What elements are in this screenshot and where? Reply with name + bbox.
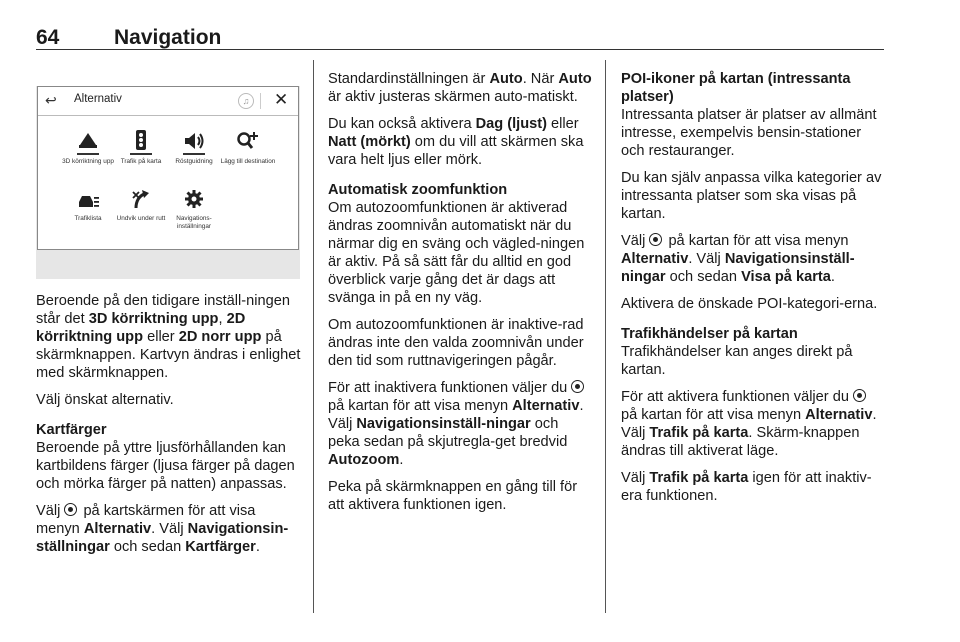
paragraph: Du kan själv anpassa vilka kategorier av intressanta platser som ska visas på kartan. — [621, 170, 882, 222]
tile-add-destination[interactable] — [218, 125, 278, 166]
tile-label: Trafiklista — [74, 215, 102, 222]
settings-icon — [649, 233, 662, 246]
column-1 — [36, 292, 302, 565]
paragraph: Trafikhändelser kan anges direkt på kartan. — [621, 344, 853, 378]
paragraph: För att aktivera funktionen väljer du på kartan för att visa menyn Alternativ. Välj Trafik på karta. Skärm-knappen ändras till aktiverat läge. — [621, 389, 877, 459]
paragraph: Standardinställningen är Auto. När Auto är aktiv justeras skärmen auto-matiskt. — [328, 71, 592, 105]
title-bar-divider — [260, 93, 261, 109]
options-title-bar — [38, 87, 298, 116]
tile-underline — [77, 153, 99, 155]
paragraph: Beroende på den tidigare inställ-ningen står det 3D körriktning upp, 2D körriktning upp eller 2D norr upp på skärmknappen. Kartvyn ändras i enlighet med skärmknappen. — [36, 293, 301, 381]
tile-label: Undvik under rutt — [116, 215, 166, 222]
paragraph: Om autozoomfunktionen är inaktive-rad ändras inte den valda zoomnivån under den tid som ruttnavigeringen pågår. — [328, 317, 584, 369]
section-heading: Trafikhändelser på kartan — [621, 326, 798, 342]
tile-avoid-on-route[interactable] — [111, 184, 171, 223]
options-title: Alternativ — [74, 93, 122, 105]
paragraph: Välj önskat alternativ. — [36, 392, 174, 408]
paragraph: Peka på skärmknappen en gång till för att aktivera funktionen igen. — [328, 479, 578, 513]
paragraph: Om autozoomfunktionen är aktiverad ändras zoomnivån automatiskt när du närmar dig en sväng och vägled-ningen är aktiv. På så sätt får du alltid en god överblick varje gång det är dags att svänga in på en ny väg. — [328, 200, 585, 306]
music-note-icon[interactable]: ♫ — [238, 93, 254, 109]
settings-icon — [64, 503, 77, 516]
tile-underline — [130, 153, 152, 155]
tile-label: Röstguidning — [175, 158, 213, 165]
column-divider-1 — [313, 60, 314, 613]
paragraph: Välj på kartskärmen för att visa menyn Alternativ. Välj Navigationsin-ställningar och sedan Kartfärger. — [36, 503, 289, 555]
back-arrow-icon[interactable]: ↩ — [45, 92, 57, 108]
section-heading: Automatisk zoomfunktion — [328, 182, 508, 198]
tile-label: Lägg till destination — [220, 158, 276, 165]
settings-icon — [853, 389, 866, 402]
avoid-route-icon — [130, 188, 152, 210]
options-screenshot — [36, 86, 300, 279]
section-heading: Kartfärger — [36, 422, 107, 438]
page-title: Navigation — [114, 26, 222, 49]
close-icon[interactable]: ✕ — [274, 90, 289, 109]
header-rule — [36, 49, 884, 50]
tile-label: 3D körriktning upp — [62, 158, 114, 165]
paragraph: Aktivera de önskade POI-kategori-erna. — [621, 296, 878, 312]
paragraph: Du kan också aktivera Dag (ljust) eller Natt (mörkt) om du vill att skärmen ska vara helt ljus eller mörk. — [328, 116, 584, 168]
traffic-light-icon — [134, 129, 148, 151]
gear-icon — [183, 188, 205, 210]
tile-3d-heading-up[interactable] — [58, 125, 118, 166]
paragraph: Beroende på yttre ljusförhållanden kan kartbildens färger (ljusa färger på dagen och mörka färger på natten) anpassas. — [36, 440, 295, 492]
tile-label: Navigations-inställningar — [176, 215, 212, 230]
column-divider-2 — [605, 60, 606, 613]
speaker-icon — [183, 131, 205, 151]
paragraph: Välj på kartan för att visa menyn Alternativ. Välj Navigationsinställ-ningar och sedan Visa på karta. — [621, 233, 855, 285]
tile-traffic-list[interactable] — [58, 184, 118, 223]
3d-map-icon — [77, 129, 99, 151]
column-3 — [621, 70, 887, 514]
options-screen — [37, 86, 299, 250]
page-number: 64 — [36, 26, 60, 49]
tile-underline — [183, 153, 205, 155]
tile-label: Trafik på karta — [120, 158, 162, 165]
tile-navigation-settings[interactable] — [164, 184, 224, 231]
paragraph: Välj Trafik på karta igen för att inaktiv-era funktionen. — [621, 470, 872, 504]
car-list-icon — [76, 192, 100, 210]
settings-icon — [571, 380, 584, 393]
paragraph: För att inaktivera funktionen väljer du på kartan för att visa menyn Alternativ. Välj Navigationsinställ-ningar och peka sedan på skjutregla-get bredvid Autozoom. — [328, 380, 584, 468]
tile-voice-guidance[interactable] — [164, 125, 224, 166]
paragraph: Intressanta platser är platser av allmänt intresse, exempelvis bensin-stationer och restauranger. — [621, 107, 877, 159]
section-heading: POI-ikoner på kartan (intressanta platser) — [621, 71, 851, 105]
search-plus-icon — [236, 129, 260, 151]
column-2 — [328, 70, 594, 523]
tile-traffic-on-map[interactable] — [111, 125, 171, 166]
